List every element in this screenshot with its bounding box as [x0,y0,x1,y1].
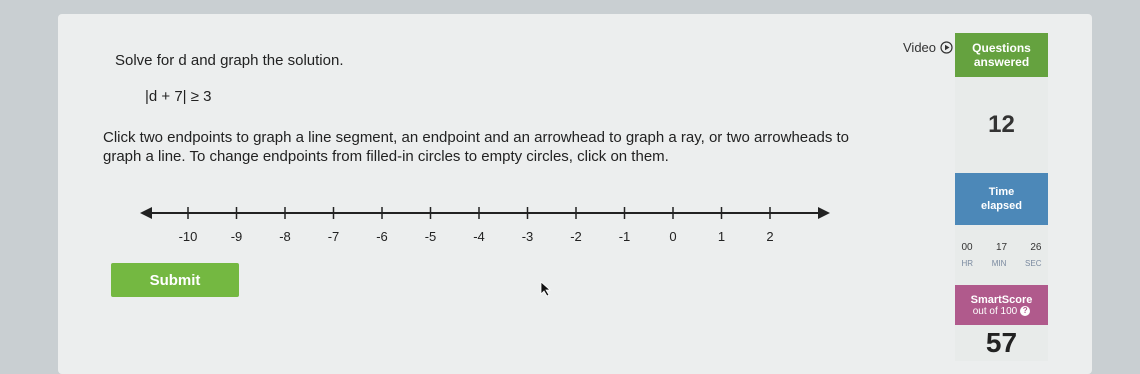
tick-label: -10 [178,229,198,244]
equation: |d + 7| ≥ 3 [145,88,212,105]
video-link[interactable] [903,40,953,55]
questions-answered-header [955,33,1048,77]
timer-hours: 00 [961,242,973,253]
play-circle-icon [940,41,953,54]
smartscore-subtitle [973,306,1030,317]
tick-label: 0 [669,229,677,244]
timer-minutes-label: MIN [991,259,1007,268]
questions-answered-label: Questions answered [972,41,1031,69]
tick-label: 1 [717,229,726,244]
tick-label: -1 [618,229,631,244]
left-arrowhead[interactable] [140,207,152,219]
submit-button[interactable]: Submit [111,263,239,297]
tick-label: 2 [766,229,774,244]
tick-label: -4 [473,229,485,244]
smartscore-sub-label: out of 100 [972,305,1018,317]
tick-label: -5 [424,229,437,244]
info-icon[interactable]: ? [1020,306,1030,316]
timer-minutes: 17 [995,242,1008,253]
right-arrowhead[interactable] [818,207,830,219]
instructions: Click two endpoints to graph a line segment, an endpoint and an arrowhead to graph a ray, or two arrowheads to graph a line. To change endpoints from filled-in circles to empty circles, click on them. [103,129,850,165]
tick-label: -7 [327,229,340,244]
problem-title: Solve for d and graph the solution. [115,52,344,69]
timer-hours-label: HR [961,259,974,268]
mouse-cursor-icon [540,281,552,297]
timer-seconds: 26 [1030,242,1042,253]
smartscore-label: SmartScore [970,293,1033,306]
smartscore-value: 57 [955,325,1048,361]
video-label: Video [903,40,937,55]
timer [955,225,1048,285]
tick-label: -3 [521,229,534,244]
tick-label: -6 [376,229,388,244]
stats-panel [955,33,1048,361]
time-elapsed-label: Time elapsed [981,186,1022,212]
time-elapsed-header [955,173,1048,225]
number-line[interactable] [140,196,830,262]
tick-label: -2 [570,229,582,244]
timer-seconds-label: SEC [1025,259,1042,268]
smartscore-header [955,285,1048,325]
tick-label: -8 [279,229,291,244]
questions-answered-value: 12 [955,77,1048,173]
tick-label: -9 [230,229,243,244]
